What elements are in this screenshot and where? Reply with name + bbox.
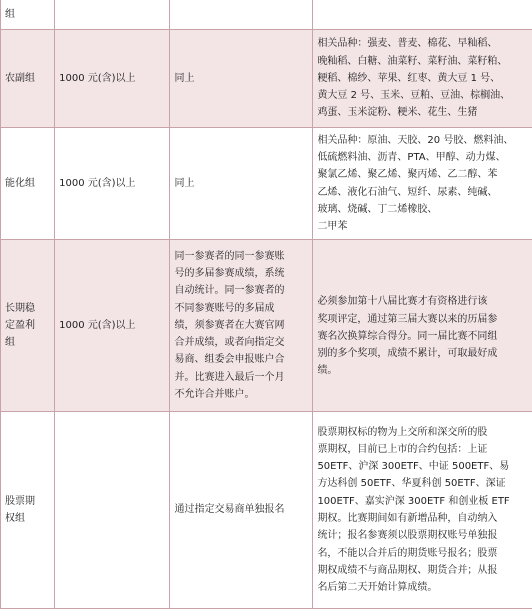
table-row-energy [1, 128, 532, 240]
rule-cell: 同上 [170, 128, 313, 240]
products-cell: 相关品种：强麦、普麦、棉花、早籼稻、 晚籼稻、白糖、油菜籽、菜籽油、菜籽粕、 粳稻、棉纱、苹果、红枣、黄大豆 1 号、 黄大豆 2 号、玉米、豆粕、豆油、棕榈油、 鸡蛋、玉米淀粉、粳米、花生、生猪 [313, 30, 532, 128]
threshold-cell [55, 0, 170, 30]
threshold-cell [55, 412, 170, 609]
products-cell: 必须参加第十八届比赛才有资格进行该 奖项评定，通过第三届大赛以来的历届参 赛名次换算综合得分。同一届比赛不同组 别的多个奖项，成绩不累计，可取最好成 绩。 [313, 240, 532, 412]
products-cell [313, 0, 532, 30]
table-row-stock-options [1, 412, 532, 609]
rule-cell: 同上 [170, 30, 313, 128]
group-name-cell: 农副组 [1, 30, 55, 128]
rule-cell: 通过指定交易商单独报名 [170, 412, 313, 609]
threshold-cell: 1000 元(含)以上 [55, 240, 170, 412]
products-cell: 相关品种：原油、天胶、20 号胶、燃料油、 低硫燃料油、沥青、PTA、甲醇、动力煤、 聚氯乙烯、聚乙烯、聚丙烯、乙二醇、苯 乙烯、液化石油气、短纤、尿素、纯碱、 玻璃、烧碱、丁二烯橡胶、 二甲苯 [313, 128, 532, 240]
rule-cell [170, 0, 313, 30]
group-name-cell: 股票期 权组 [1, 412, 55, 609]
threshold-cell: 1000 元(含)以上 [55, 30, 170, 128]
group-name-cell: 组 [1, 0, 55, 30]
table-row-group-tail [1, 0, 532, 30]
rule-cell: 同一参赛者的同一参赛账 号的多届参赛成绩，系统 自动统计。同一参赛者的 不同参赛账号的多届成 绩，须参赛者在大赛官网 合并成绩，或者向指定交 易商、组委会申报账户合 并。比赛进入最后一个月 不允许合并账户。 [170, 240, 313, 412]
table-row-agri [1, 30, 532, 128]
group-name-cell: 能化组 [1, 128, 55, 240]
products-cell: 股票期权标的物为上交所和深交所的股 票期权，目前已上市的合约包括：上证 50ETF、沪深 300ETF、中证 500ETF、易 方达科创 50ETF、华夏科创 50ETF、深证 100ETF、嘉实沪深 300ETF 和创业板 ETF 期权。比赛期间如有新增品种，自动纳入 统计；报名参赛须以股票期权账号单独报 名，不能以合并后的期货账号报名；股票 期权成绩不与商品期权、期货合并；从报 名后第二天开始计算成绩。 [313, 412, 532, 609]
threshold-cell: 1000 元(含)以上 [55, 128, 170, 240]
table-row-long-term-profit [1, 240, 532, 412]
group-name-cell: 长期稳 定盈利 组 [1, 240, 55, 412]
